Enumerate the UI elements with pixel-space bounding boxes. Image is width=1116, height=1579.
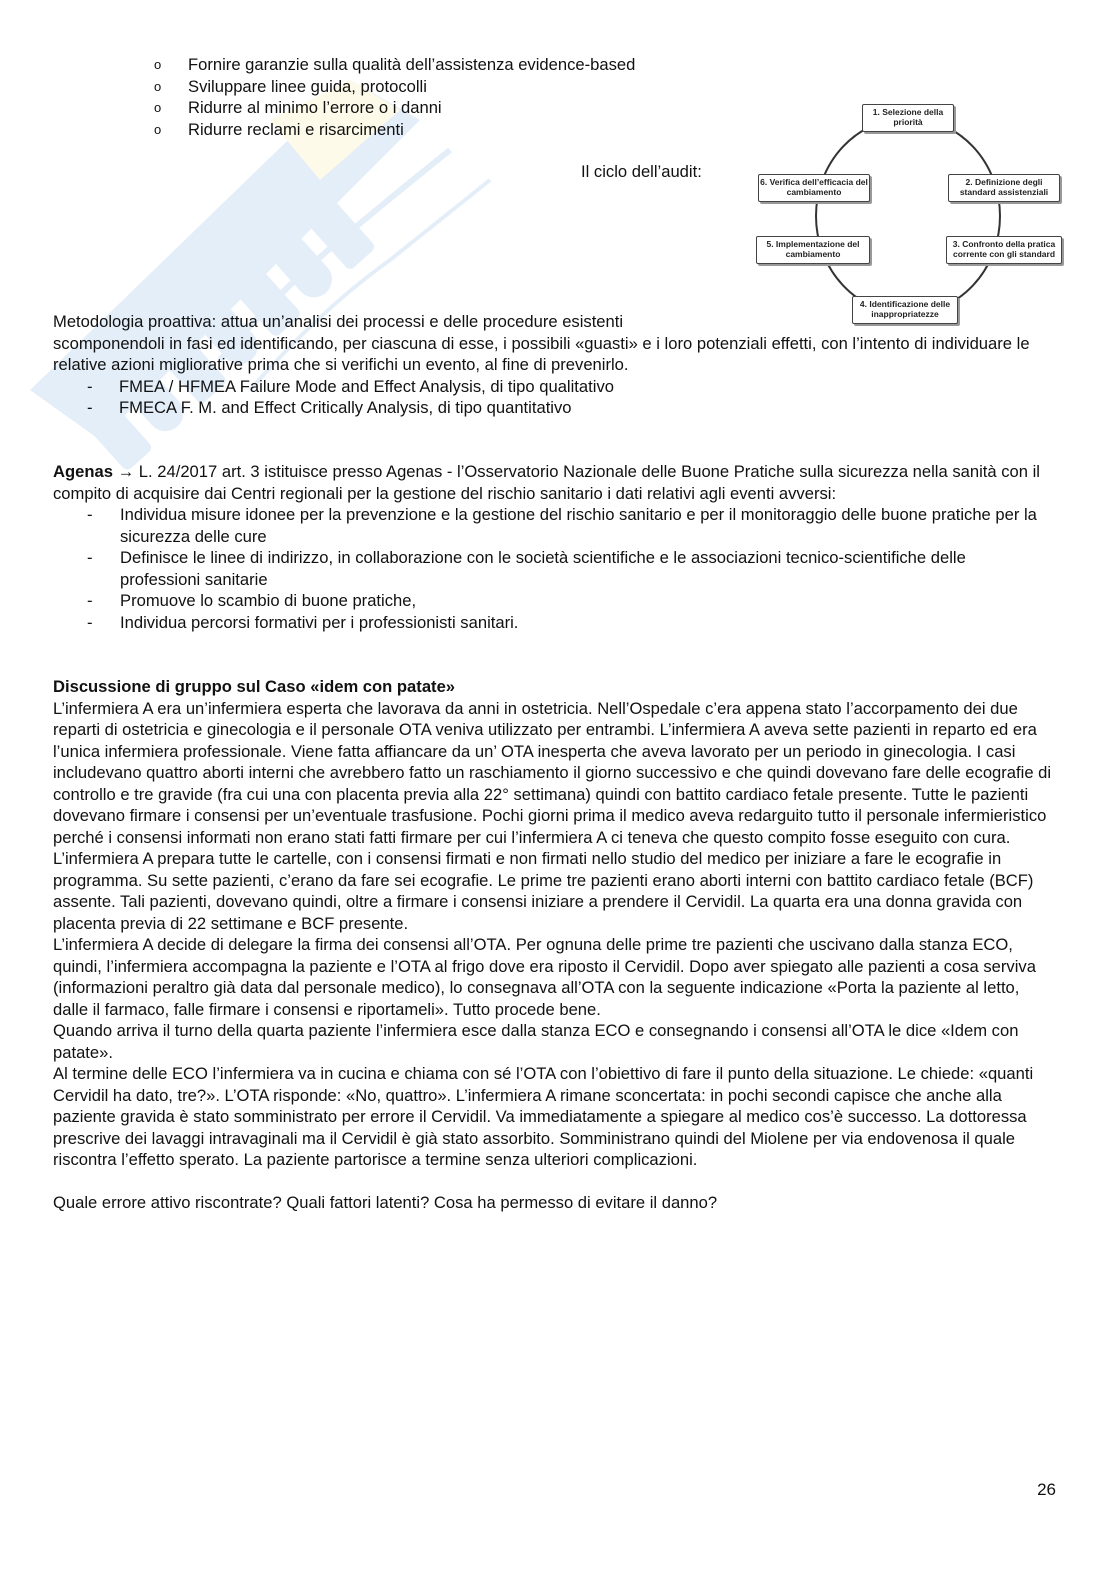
list-item: o Ridurre al minimo l’errore o i danni xyxy=(154,98,442,118)
bullet-circle-icon: o xyxy=(154,57,162,72)
list-item: - Individua percorsi formativi per i professionisti sanitari. xyxy=(87,612,519,632)
list-item: - Promuove lo scambio di buone pratiche, xyxy=(87,591,417,610)
agenas-intro xyxy=(53,461,1041,504)
cycle-step-6: 6. Verifica dell’efficacia del cambiamento xyxy=(758,174,870,202)
dash-bullet-icon: - xyxy=(87,612,93,632)
page-number: 26 xyxy=(1037,1480,1056,1499)
bullet-circle-icon: o xyxy=(154,121,162,137)
case-paragraph: L’infermiera A era un’infermiera esperta che lavorava da anni in ostetricia. Nell’Ospedale c’era appena stato l’accorpamento dei due reparti di ostetricia e ginecologia e il personale OTA veniva utilizzato per entrambi. L’infermiera A aveva sette pazienti in reparto ed era l’unica infermiera professionale. Viene fatta affiancare da un’ OTA inesperta che aveva lavorato per un periodo in ginecologia. I casi includevano quattro aborti interni che avrebbero fatto un raschiamento il giorno successivo e che quindi dovevano fare delle ecografie di controllo e tre gravide (fra cui una con placenta previa alla 22° settimana) quindi con battito cardiaco fetale presente. Tutte le pazienti dovevano firmare i consensi per un’eventuale trasfusione. Pochi giorni prima il medico aveva redarguito tutto il personale infermieristico perché i consensi informati non erano stati fatti firmare per cui l’infermiera A ci teneva che questo compito fosse eseguito con cura. L’infermiera A prepara tutte le cartelle, con i consensi firmati e non firmati nello studio del medico per iniziare a fare le ecografie in programma. Su sette pazienti, c’erano da fare sei ecografie. Le prime tre pazienti erano aborti interni con battito cardiaco fetale (BCF) assente. Tali pazienti, dovevano quindi, oltre a firmare i consensi iniziare a prendere il Cervidil. La quarta era una donna gravida con placenta previa di 22 settimane e BCF presente. xyxy=(53,698,1052,933)
audit-cycle-label: Il ciclo dell’audit: xyxy=(581,162,702,181)
dash-bullet-icon: - xyxy=(87,376,93,396)
list-item: o Sviluppare linee guida, protocolli xyxy=(154,76,427,96)
list-item: o Ridurre reclami e risarcimenti xyxy=(154,119,404,139)
proactive-description: scomponendoli in fasi ed identificando, per ciascuna di esse, i possibili «guasti» e i loro potenziali effetti, con l’intento di individuare le relative azioni migliorative prima che si verifichi un evento, al fine di prevenirlo. xyxy=(53,333,1030,374)
case-paragraph: Al termine delle ECO l’infermiera va in cucina e chiama con sé l’OTA con l’obiettivo di fare il punto della situazione. Le chiede: «quanti Cervidil ha dato, tre?». L’OTA risponde: «No, quattro». L’infermiera A rimane sconcertata: in pochi secondi capisce che anche alla paziente gravida è stato somministrato per errore il Cervidil. Va immediatamente a spiegare al medico cos’è successo. La dottoressa prescrive dei lavaggi intravaginali ma il Cervidil è già stato assorbito. Somministrano quindi del Miolene per via endovenosa il quale riscontra l’effetto sperato. La paziente partorisce a termine senza ulteriori complicazioni. xyxy=(53,1064,1034,1169)
case-title: Discussione di gruppo sul Caso «idem con patate» xyxy=(53,677,456,696)
case-question: Quale errore attivo riscontrate? Quali fattori latenti? Cosa ha permesso di evitare il danno? xyxy=(53,1192,718,1212)
proactive-section xyxy=(53,311,1043,419)
list-item: - Definisce le linee di indirizzo, in collaborazione con le società scientifiche e le associazioni tecnico-scientifiche delle professioni sanitarie xyxy=(87,548,966,589)
cycle-step-5: 5. Implementazione del cambiamento xyxy=(756,236,870,264)
bullet-circle-icon: o xyxy=(154,100,162,116)
cycle-step-2: 2. Definizione degli standard assistenziali xyxy=(948,174,1060,202)
cycle-step-1: 1. Selezione della priorità xyxy=(862,104,954,132)
cycle-circle xyxy=(752,100,1064,326)
proactive-line1: Metodologia proattiva: attua un’analisi dei processi e delle procedure esistenti xyxy=(53,312,624,331)
agenas-title: Agenas xyxy=(53,462,113,481)
case-section xyxy=(53,676,1053,1213)
audit-cycle-diagram xyxy=(752,100,1064,326)
agenas-text: L. 24/2017 art. 3 istituisce presso Agenas - l’Osservatorio Nazionale delle Buone Pratiche sulla sicurezza nella sanità con il compito di acquisire dai Centri regionali per la gestione del rischio sanitario i dati relativi agli eventi avversi: xyxy=(53,462,1040,503)
list-item: - FMEA / HFMEA Failure Mode and Effect Analysis, di tipo qualitativo xyxy=(87,376,614,396)
agenas-list xyxy=(53,504,1041,633)
list-item: - Individua misure idonee per la prevenzione e la gestione del rischio sanitario e per il monitoraggio delle buone pratiche per la sicurezza delle cure xyxy=(87,505,1037,546)
cycle-step-3: 3. Confronto della pratica corrente con gli standard xyxy=(946,236,1062,264)
bullet-circle-icon: o xyxy=(154,78,162,94)
objectives-list xyxy=(150,54,635,140)
dash-bullet-icon: - xyxy=(87,505,93,524)
dash-bullet-icon: - xyxy=(87,548,93,567)
cycle-step-4: 4. Identificazione delle inappropriatezze xyxy=(852,296,958,324)
list-item: o Fornire garanzie sulla qualità dell’assistenza evidence-based xyxy=(154,55,636,74)
dash-bullet-icon: - xyxy=(87,591,93,610)
case-paragraph: L’infermiera A decide di delegare la firma dei consensi all’OTA. Per ognuna delle prime tre pazienti che uscivano dalla stanza ECO, quindi, l’infermiera accompagna la paziente e l’OTA al frigo dove era riposto il Cervidil. Dopo aver spiegato alle pazienti a cosa serviva (informazioni peraltro già data dal personale medico), lo consegnava all’OTA con la seguente indicazione «Porta la paziente al letto, dalle il farmaco, falle firmare i consensi e riportameli». Tutto procede bene. xyxy=(53,935,1036,1019)
arrow-right-icon: → xyxy=(117,462,135,481)
case-paragraph: Quando arriva il turno della quarta paziente l’infermiera esce dalla stanza ECO e consegnando i consensi all’OTA le dice «Idem con patate». xyxy=(53,1021,1019,1062)
agenas-section xyxy=(53,461,1041,633)
dash-bullet-icon: - xyxy=(87,398,93,417)
proactive-list xyxy=(53,376,1043,419)
list-item: - FMECA F. M. and Effect Critically Analysis, di tipo quantitativo xyxy=(87,398,572,417)
